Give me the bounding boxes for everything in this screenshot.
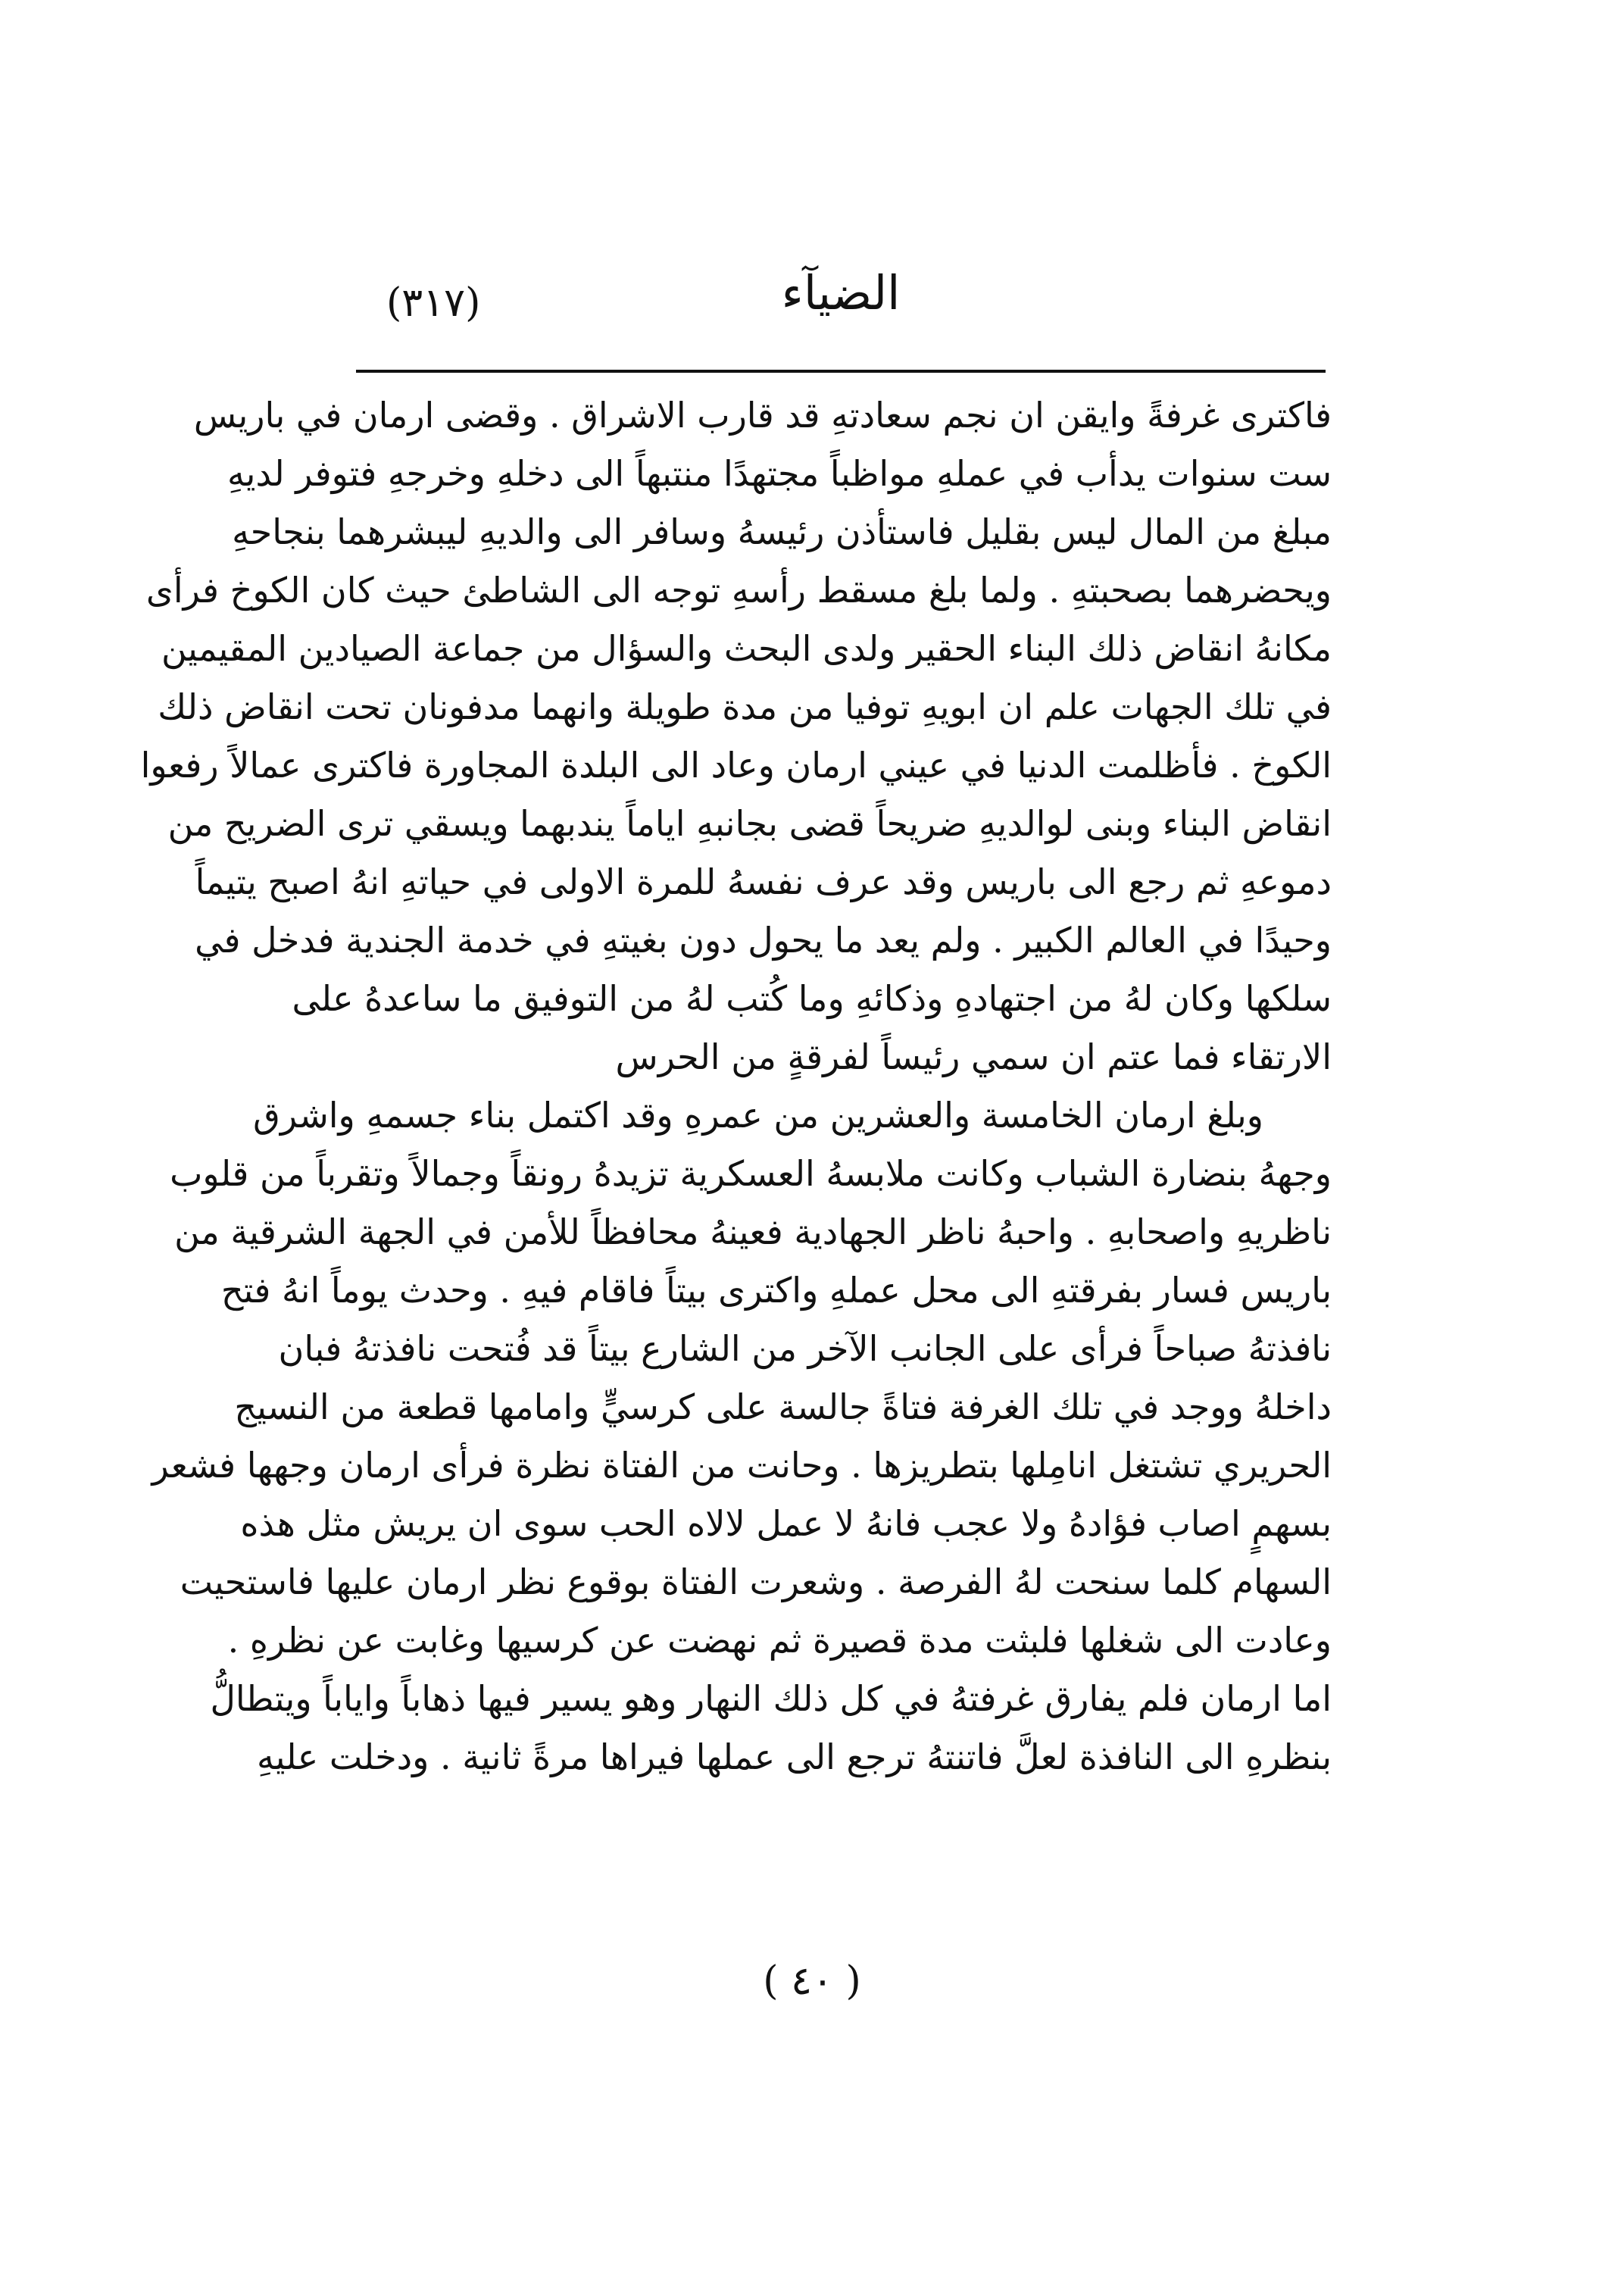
body-text xyxy=(140,386,1332,1786)
signature-mark: ( ٤٠ ) xyxy=(763,1958,861,2004)
text-line: ناظريهِ واصحابهِ . واحبهُ ناظر الجهادية فعينهُ محافظاً للأمن في الجهة الشرقية من xyxy=(174,1211,1332,1252)
text-line: الكوخ . فأظلمت الدنيا في عيني ارمان وعاد الى البلدة المجاورة فاكترى عمالاً رفعوا xyxy=(140,745,1332,786)
text-line: وجههُ بنضارة الشباب وكانت ملابسهُ العسكرية تزيدهُ رونقاً وجمالاً وتقرباً من قلوب xyxy=(170,1153,1332,1194)
paragraph-1 xyxy=(140,386,1332,1086)
text-line: وحيدًا في العالم الكبير . ولم يعد ما يحول دون بغيتهِ في خدمة الجندية فدخل في xyxy=(195,920,1332,961)
text-line: فاكترى غرفةً وايقن ان نجم سعادتهِ قد قارب الاشراق . وقضى ارمان في باريس xyxy=(193,395,1332,436)
text-line: الحريري تشتغل انامِلها بتطريزها . وحانت من الفتاة نظرة فرأى ارمان وجهها فشعر xyxy=(151,1445,1332,1486)
text-line: مكانهُ انقاض ذلك البناء الحقير ولدى البحث والسؤال من جماعة الصيادين المقيمين xyxy=(161,628,1332,669)
text-line: مبلغ من المال ليس بقليل فاستأذن رئيسهُ وسافر الى والديهِ ليبشرهما بنجاحهِ xyxy=(232,511,1332,552)
text-line: السهام كلما سنحت لهُ الفرصة . وشعرت الفتاة بوقوع نظر ارمان عليها فاستحيت xyxy=(180,1561,1332,1602)
paragraph-2 xyxy=(151,1086,1332,1786)
text-line: باريس فسار بفرقتهِ الى محل عملهِ واكترى بيتاً فاقام فيهِ . وحدث يوماً انهُ فتح xyxy=(220,1270,1332,1311)
text-line: الارتقاء فما عتم ان سمي رئيساً لفرقةٍ من الحرس xyxy=(615,1036,1332,1077)
text-line: سلكها وكان لهُ من اجتهادهِ وذكائهِ وما كُتب لهُ من التوفيق ما ساعدهُ على xyxy=(292,978,1332,1019)
text-line: دموعهِ ثم رجع الى باريس وقد عرف نفسهُ للمرة الاولى في حياتهِ انهُ اصبح يتيماً xyxy=(195,861,1332,902)
header-rule xyxy=(356,370,1326,373)
text-line: ويحضرهما بصحبتهِ . ولما بلغ مسقط رأسهِ توجه الى الشاطئ حيث كان الكوخ فرأى xyxy=(145,570,1332,611)
running-title: الضيآء xyxy=(781,265,901,320)
text-line: في تلك الجهات علم ان ابويهِ توفيا من مدة طويلة وانهما مدفونان تحت انقاض ذلك xyxy=(158,686,1332,727)
text-line: بنظرهِ الى النافذة لعلَّ فاتنتهُ ترجع الى عملها فيراها مرةً ثانية . ودخلت عليهِ xyxy=(256,1736,1332,1777)
text-line: داخلهُ ووجد في تلك الغرفة فتاةً جالسة على كرسيٍّ وامامها قطعة من النسيج xyxy=(234,1386,1332,1427)
text-line: ست سنوات يدأب في عملهِ مواظباً مجتهدًا منتبهاً الى دخلهِ وخرجهِ فتوفر لديهِ xyxy=(227,453,1332,494)
text-line: وبلغ ارمان الخامسة والعشرين من عمرهِ وقد اكتمل بناء جسمهِ واشرق xyxy=(253,1095,1263,1136)
text-line: انقاض البناء وبنى لوالديهِ ضريحاً قضى بجانبهِ اياماً يندبهما ويسقي ترى الضريح من xyxy=(167,803,1332,844)
page-header xyxy=(356,258,1326,356)
text-line: اما ارمان فلم يفارق غرفتهُ في كل ذلك النهار وهو يسير فيها ذهاباً واياباً ويتطالُّ xyxy=(210,1678,1332,1719)
text-line: وعادت الى شغلها فلبثت مدة قصيرة ثم نهضت عن كرسيها وغابت عن نظرهِ . xyxy=(227,1620,1332,1661)
page-number: (٣١٧) xyxy=(386,280,481,326)
text-line: نافذتهُ صباحاً فرأى على الجانب الآخر من الشارع بيتاً قد فُتحت نافذتهُ فبان xyxy=(278,1328,1332,1369)
text-line: بسهمٍ اصاب فؤادهُ ولا عجب فانهُ لا عمل لالاه الحب سوى ان يريش مثل هذه xyxy=(240,1503,1332,1544)
